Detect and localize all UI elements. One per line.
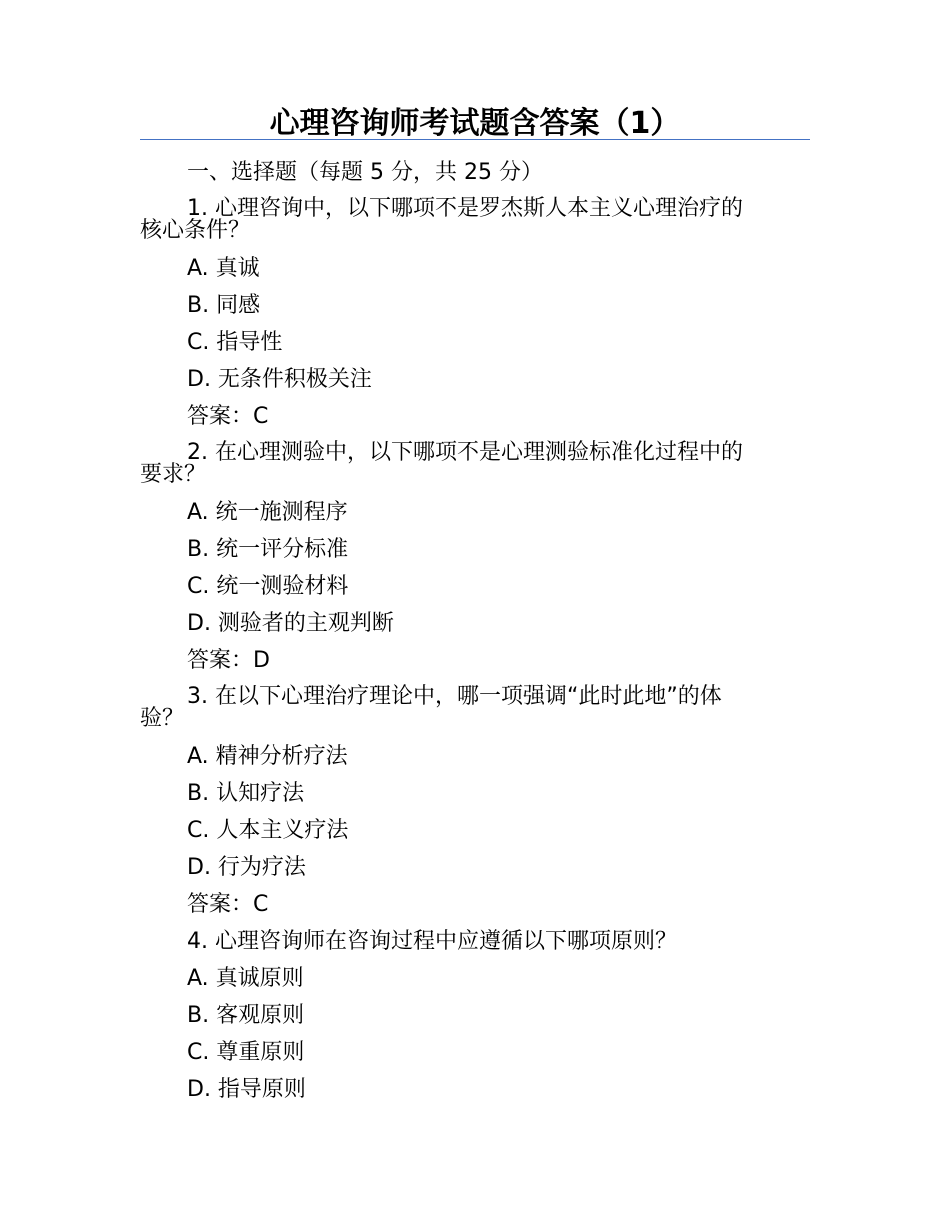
option: B. 认知疗法 [187,781,305,806]
option: B. 统一评分标准 [187,537,349,562]
answer-value: D [253,648,270,673]
question-stem [140,442,810,486]
option: D. 指导原则 [187,1077,306,1102]
answer-line [140,398,810,435]
answer-value: C [253,404,269,429]
question-stem [140,686,810,730]
option: B. 同感 [187,293,261,318]
option: A. 精神分析疗法 [187,744,348,769]
option: D. 无条件积极关注 [187,367,372,392]
question-stem: 4. 心理咨询师在咨询过程中应遵循以下哪项原则？ [187,929,677,954]
question-stem-line1: 2. 在心理测验中，以下哪项不是心理测验标准化过程中的 [187,440,743,465]
option: B. 客观原则 [187,1003,305,1028]
section-heading: 一、选择题（每题 5 分，共 25 分） [187,160,543,185]
answer-line [140,886,810,923]
option: A. 真诚 [187,256,260,281]
option: D. 行为疗法 [187,855,306,880]
option: C. 指导性 [187,330,283,355]
answer-value: C [253,892,269,917]
question-stem-line2: 核心条件？ [140,218,251,243]
option: C. 统一测验材料 [187,574,349,599]
option: C. 人本主义疗法 [187,818,349,843]
question-stem-line2: 验？ [140,706,185,731]
answer-label: 答案： [187,648,254,673]
option: D. 测验者的主观判断 [187,611,394,636]
answer-label: 答案： [187,892,254,917]
document-title: 心理咨询师考试题含答案（1） [269,106,681,141]
option: A. 真诚原则 [187,966,304,991]
question-stem [140,198,810,242]
answer-label: 答案： [187,404,254,429]
answer-line [140,642,810,679]
title-underline [140,139,810,140]
option: C. 尊重原则 [187,1040,305,1065]
option: A. 统一施测程序 [187,500,348,525]
document-body [140,154,810,1108]
question-stem-line1: 3. 在以下心理治疗理论中，哪一项强调“此时此地”的体 [187,684,722,709]
question-stem-line2: 要求？ [140,462,207,487]
question-stem-line1: 1. 心理咨询中，以下哪项不是罗杰斯人本主义心理治疗的 [187,196,743,221]
